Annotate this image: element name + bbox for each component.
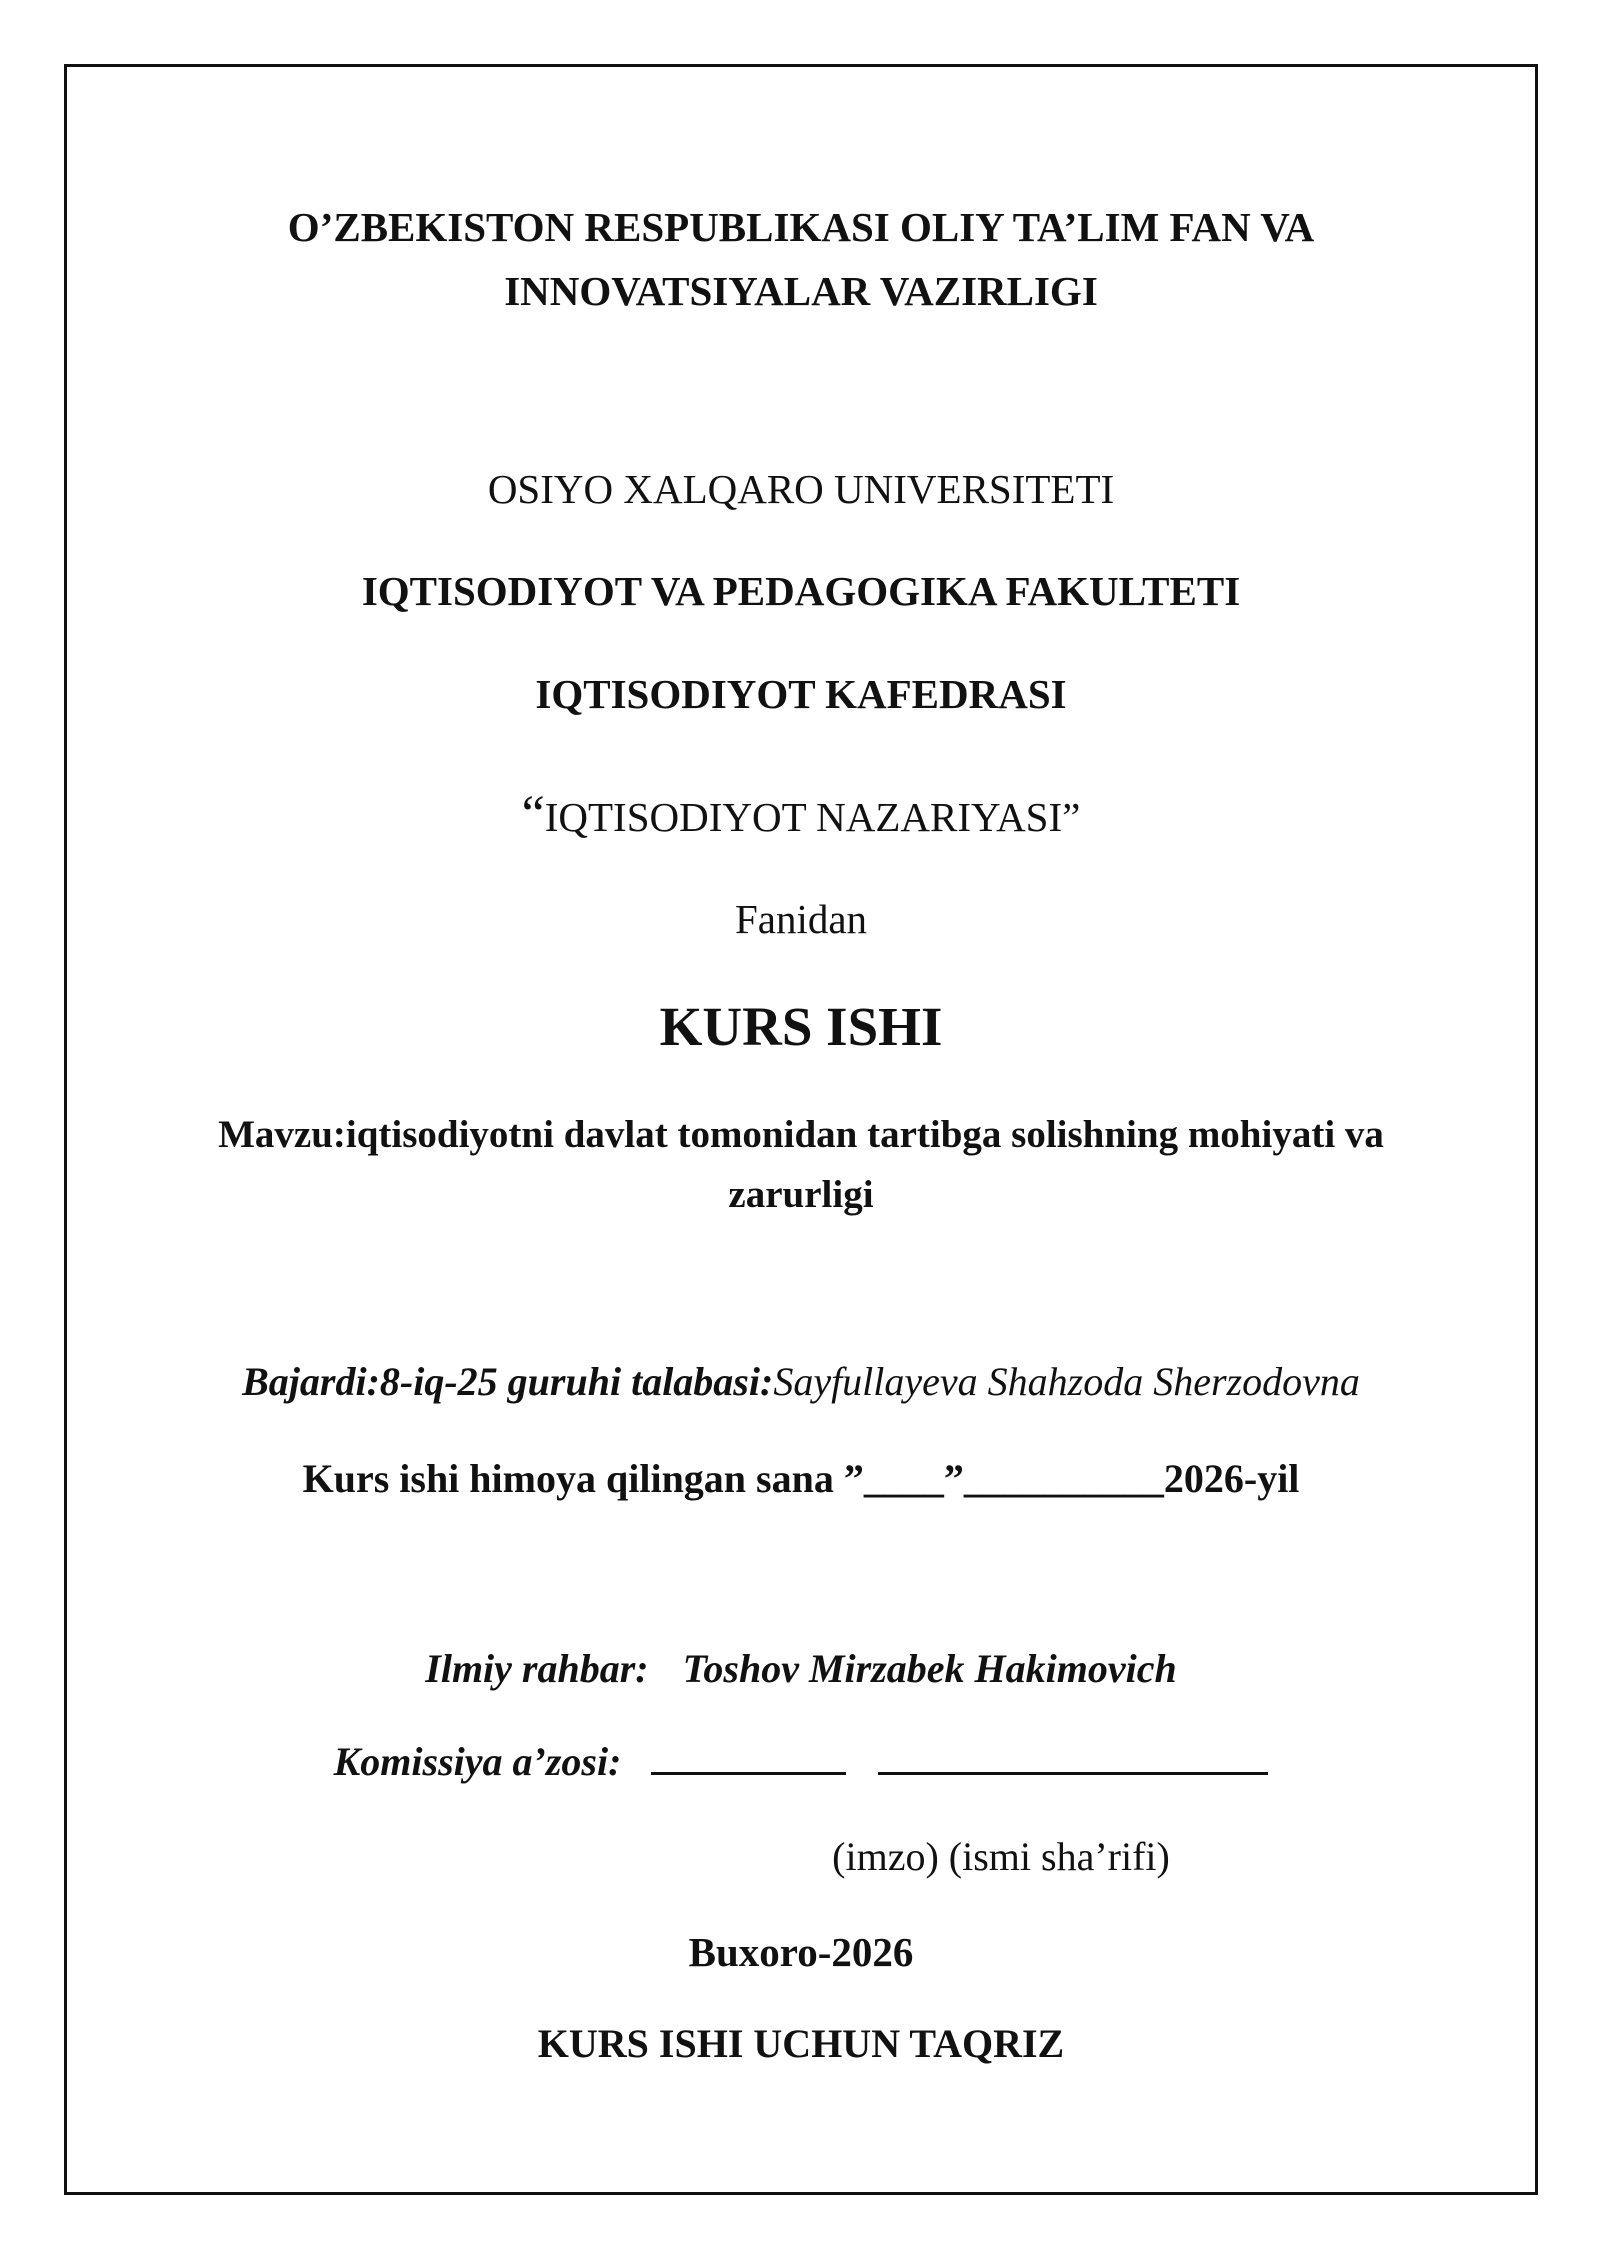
- defense-date: Kurs ishi himoya qilingan sana ”____”__________2026-yil: [302, 1456, 1300, 1501]
- subject-open-quote: “: [521, 786, 545, 843]
- subject-suffix: Fanidan: [734, 896, 868, 942]
- ministry-line-2: INNOVATSIYALAR VAZIRLIGI: [504, 268, 1098, 314]
- subject-name: [64, 785, 1538, 844]
- university-name: OSIYO XALQARO UNIVERSITETI: [487, 466, 1115, 512]
- subject-text: IQTISODIYOT NAZARIYASI”: [544, 794, 1081, 840]
- topic-line-2: zarurligi: [728, 1173, 874, 1216]
- topic-line-1: Mavzu:iqtisodiyotni davlat tomonidan tartibga solishning mohiyati va: [218, 1113, 1384, 1156]
- ministry-line-1: O’ZBEKISTON RESPUBLIKASI OLIY TA’LIM FAN VA: [287, 204, 1315, 250]
- supervisor-label: Ilmiy rahbar:: [425, 1646, 649, 1691]
- supervisor: [64, 1645, 1538, 1692]
- commission-label: Komissiya a’zosi:: [333, 1739, 622, 1784]
- performer-label: Bajardi:8-iq-25 guruhi talabasi:: [242, 1359, 774, 1404]
- name-blank: [878, 1744, 1268, 1775]
- faculty-name: IQTISODIYOT VA PEDAGOGIKA FAKULTETI: [361, 568, 1241, 614]
- signature-blank: [651, 1744, 846, 1775]
- review-heading: KURS ISHI UCHUN TAQRIZ: [537, 2021, 1065, 2066]
- performer-name: Sayfullayeva Shahzoda Sherzodovna: [773, 1359, 1360, 1404]
- performer: [64, 1358, 1538, 1405]
- signature-caption: (imzo) (ismi sha’rifi): [832, 1834, 1170, 1879]
- commission-member: [64, 1738, 1538, 1785]
- ministry-title: [64, 195, 1538, 323]
- supervisor-name: Toshov Mirzabek Hakimovich: [682, 1646, 1177, 1691]
- topic: [64, 1105, 1538, 1225]
- place-year: Buxoro-2026: [688, 1929, 914, 1975]
- department-name: IQTISODIYOT KAFEDRASI: [535, 671, 1067, 717]
- document-type: KURS ISHI: [659, 996, 943, 1057]
